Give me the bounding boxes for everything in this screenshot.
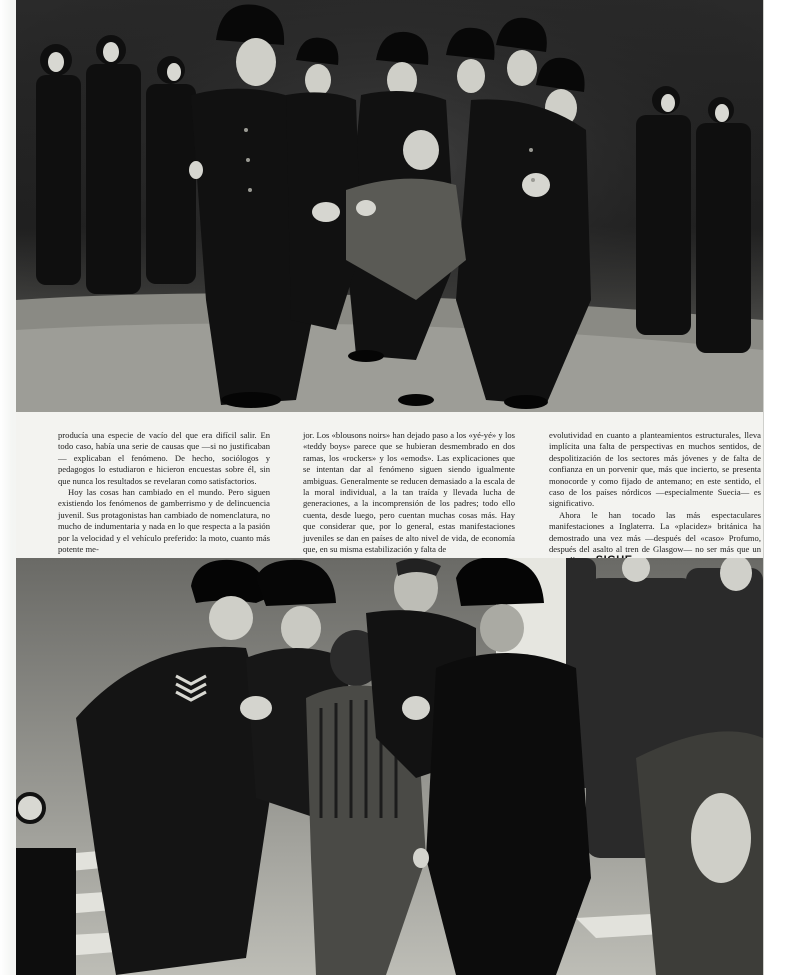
article-column-2 (303, 430, 515, 555)
article-column-3 (549, 430, 761, 567)
column-3-paragraph-2-text: Ahora le han tocado las más espectaculares manifestaciones a Inglaterra. La «placidez» británica ha demostrado una vez más —después del «caso» Profumo, después del asalto al tren de Glasgow— no ser más que un (549, 509, 761, 555)
column-2-paragraph-1: jor. Los «blousons noirs» han dejado paso a los «yé-yé» y los «teddy boys» parece que se hubieran desmembrado en dos ramas, los «rockers» y los «emods». Las explicaciones que se intentan dar al fenómeno siguen siendo igualmente ambiguas. Generalmente se reducen demasiado a la escala de la moral individual, a la tan traída y llevada lucha de generaciones, a la incomprensión de los padres; todo ello cuenta, desde luego, pero cuentan muchas cosas más. Hay que considerar que, por lo general, estas manifestaciones juveniles se dan en países de alto nivel de vida, de economía que, en su misma estabilización y falta de (303, 430, 515, 555)
page-edge-margin (763, 0, 786, 975)
top-photo-image (16, 0, 763, 412)
article-column-1 (58, 430, 270, 555)
top-photo-police-arrest (16, 0, 763, 412)
column-3-paragraph-1: evolutividad en cuanto a planteamientos estructurales, lleva implícita una falta de perspectivas en muchos sentidos, de despolitización de los sectores más jóvenes y de falta de confianza en un porvenir que, más que incierto, se presenta monocorde y como fijado de antemano; en este sentido, el caso de los países nórdicos —especialmente Suecia— es significativo. (549, 430, 761, 509)
bottom-photo-image (16, 558, 763, 975)
article-text-band (16, 412, 763, 558)
column-1-paragraph-1: producía una especie de vacío del que era difícil salir. En todo caso, había una serie de causas que —si no justificaban— explicaban el fenómeno. De hecho, sociólogos y pedagogos lo estudiaron e hicieron encuestas sobre él, sin que nunca los resultados se revelaran como satisfactorios. (58, 430, 270, 486)
bottom-photo-police-arrest (16, 558, 763, 975)
column-1-paragraph-2: Hoy las cosas han cambiado en el mundo. Pero siguen existiendo los fenómenos de gamberrismo y de delincuencia juvenil. Sus protagonistas han cambiado de nomenclatura, no mucho de indumentaria y nada en lo que respecta a la pasión por la velocidad y el vehículo preferido: la moto, cuanto más potente me- (58, 487, 270, 555)
